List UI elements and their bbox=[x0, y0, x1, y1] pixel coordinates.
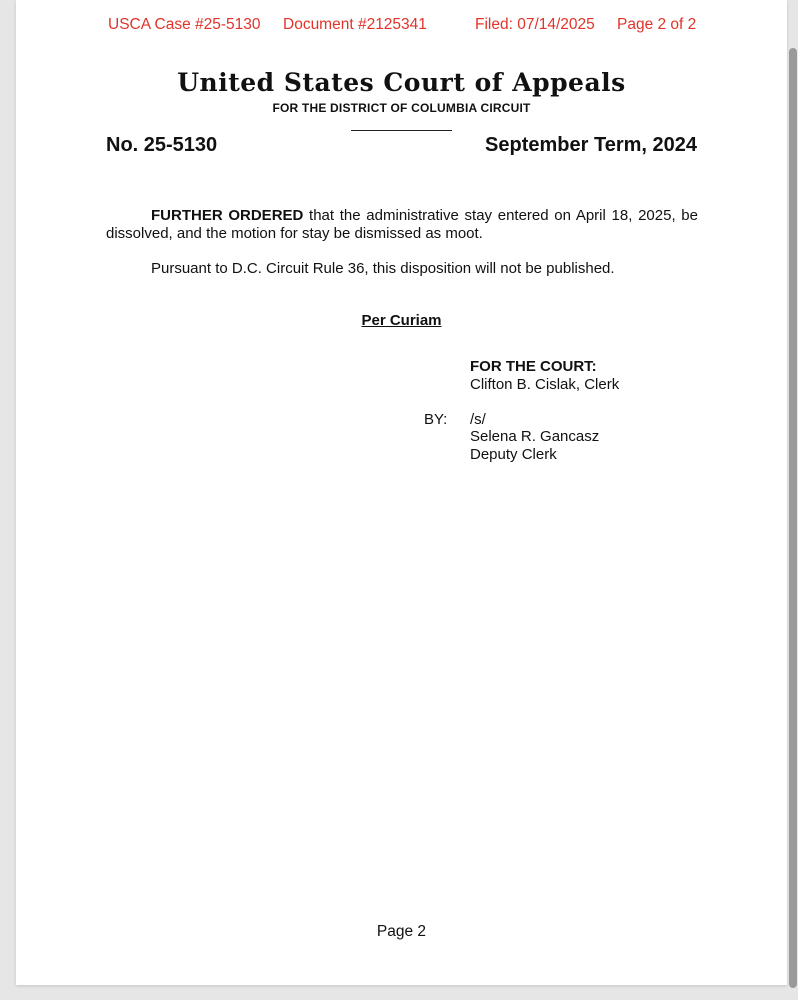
case-number: No. 25-5130 bbox=[106, 134, 218, 156]
page-stamp: Page 2 of 2 bbox=[617, 16, 697, 33]
order-lead: FURTHER ORDERED bbox=[151, 207, 304, 224]
deputy-title: Deputy Clerk bbox=[470, 446, 557, 463]
publication-paragraph bbox=[106, 260, 698, 278]
document-stamp: Document #2125341 bbox=[283, 16, 427, 33]
title-divider bbox=[351, 130, 452, 131]
for-the-court: FOR THE COURT: bbox=[470, 358, 597, 375]
court-term: September Term, 2024 bbox=[485, 134, 697, 156]
order-paragraph bbox=[106, 207, 698, 243]
document-page bbox=[16, 0, 787, 985]
court-name: United States Court of Appeals bbox=[177, 68, 626, 97]
order-text: that the administrative stay entered on April 18, 2025, be dissolved, and the motion for stay be dismissed as moot. bbox=[106, 207, 698, 242]
vertical-scrollbar[interactable] bbox=[789, 48, 797, 988]
publication-text: Pursuant to D.C. Circuit Rule 36, this disposition will not be published. bbox=[151, 260, 615, 277]
court-circuit: FOR THE DISTRICT OF COLUMBIA CIRCUIT bbox=[272, 101, 531, 115]
page-footer: Page 2 bbox=[376, 923, 427, 940]
by-label: BY: bbox=[424, 411, 448, 428]
filed-stamp: Filed: 07/14/2025 bbox=[475, 16, 595, 33]
signature-mark: /s/ bbox=[470, 411, 486, 428]
deputy-name: Selena R. Gancasz bbox=[470, 428, 600, 445]
per-curiam: Per Curiam bbox=[361, 312, 442, 329]
case-stamp: USCA Case #25-5130 bbox=[108, 16, 261, 33]
clerk-name: Clifton B. Cislak, Clerk bbox=[470, 376, 620, 393]
